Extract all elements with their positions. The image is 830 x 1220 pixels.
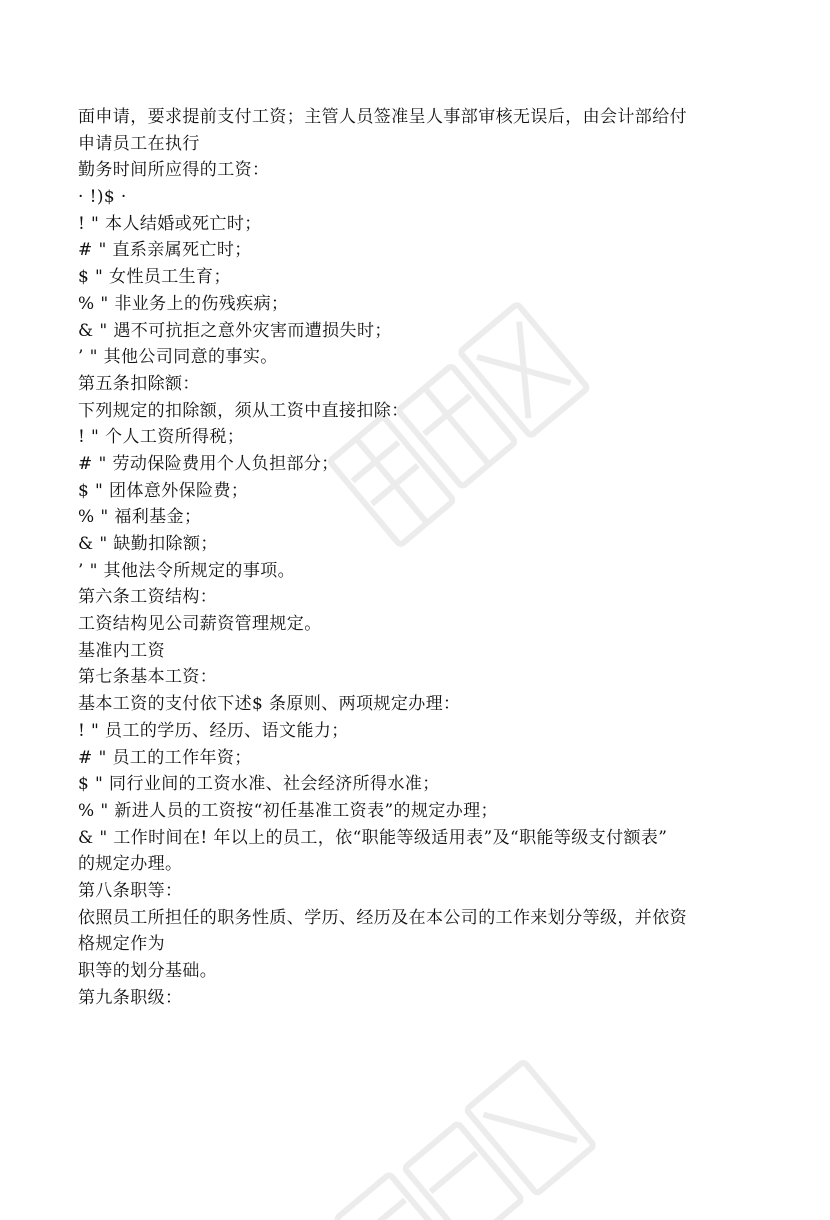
list-item: $ " 团体意外保险费；	[78, 480, 249, 501]
text-line: 依照员工所担任的职务性质、学历、经历及在本公司的工作来划分等级，并依资	[78, 907, 687, 928]
text-line: 面申请，要求提前支付工资；主管人员签准呈人事部审核无误后，由会计部给付	[78, 107, 687, 127]
text-line: 基准内工资	[78, 640, 165, 661]
list-item: ! " 本人结婚或死亡时；	[78, 213, 262, 234]
text-line: 格规定作为	[78, 934, 165, 955]
list-item: ’ " 其他公司同意的事实。	[78, 347, 278, 368]
list-item: ’ " 其他法令所规定的事项。	[78, 560, 296, 581]
text-line: · !)$ ·	[78, 187, 127, 208]
list-item: # " 直系亲属死亡时；	[78, 240, 252, 261]
list-item: & " 缺勤扣除额；	[78, 534, 218, 554]
list-item: # " 员工的工作年资；	[78, 747, 252, 768]
text-line: 的规定办理。	[78, 854, 183, 875]
list-item: & " 遇不可抗拒之意外灾害而遭损失时；	[78, 320, 392, 341]
list-item: ! " 员工的学历、经历、语文能力；	[78, 720, 349, 741]
section-heading: 第六条工资结构：	[78, 587, 218, 608]
text-line: 下列规定的扣除额，须从工资中直接扣除：	[78, 400, 409, 421]
section-heading: 第七条基本工资：	[78, 667, 218, 688]
text-line: 基本工资的支付依下述$ 条原则、两项规定办理：	[78, 694, 461, 715]
list-item: % " 非业务上的伤残疾病；	[78, 293, 289, 314]
text-line: 工资结构见公司薪资管理规定。	[78, 614, 322, 635]
text-line: 职等的划分基础。	[78, 961, 218, 981]
text-line: 申请员工在执行	[78, 133, 200, 154]
list-item: & " 工作时间在! 年以上的员工，依“职能等级适用表”及“职能等级支付额表”	[78, 827, 668, 848]
list-item: ! " 个人工资所得税；	[78, 427, 245, 448]
list-item: % " 福利基金；	[78, 507, 202, 528]
document-body	[78, 104, 768, 1011]
watermark-logo-bottom	[300, 1060, 620, 1220]
list-item: # " 劳动保险费用个人负担部分；	[78, 453, 339, 474]
section-heading: 第五条扣除额：	[78, 373, 200, 394]
list-item: $ " 同行业间的工资水准、社会经济所得水准；	[78, 774, 440, 795]
list-item: % " 新进人员的工资按“初任基准工资表”的规定办理；	[78, 800, 498, 821]
section-heading: 第八条职等：	[78, 880, 183, 901]
section-heading: 第九条职级：	[78, 987, 183, 1008]
list-item: $ " 女性员工生育；	[78, 267, 231, 288]
text-line: 勤务时间所应得的工资：	[78, 160, 270, 181]
